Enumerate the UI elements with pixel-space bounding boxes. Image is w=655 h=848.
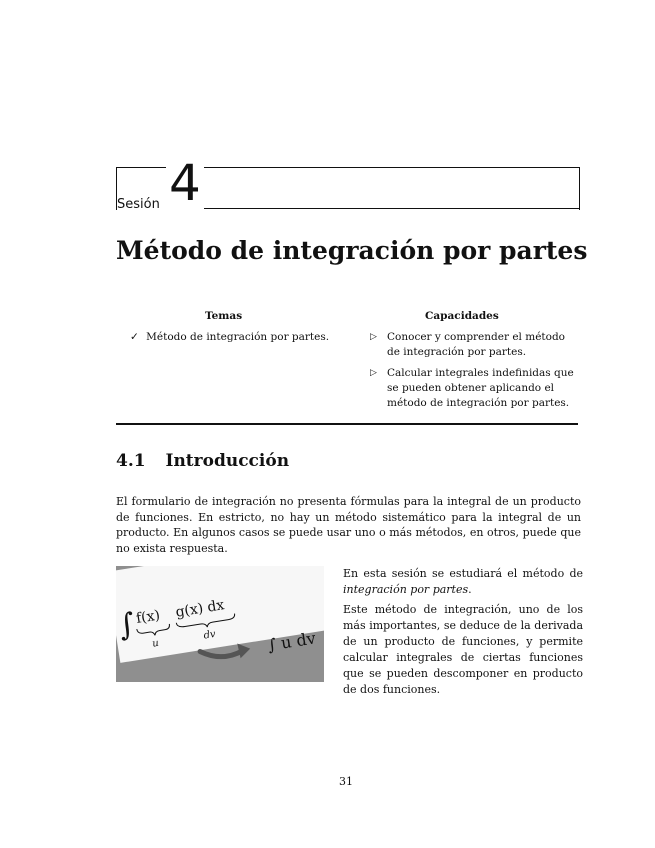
g-of-x-dx-label: g(x) dx xyxy=(174,597,226,621)
method-name-emphasis: integración por partes xyxy=(343,583,469,596)
chapter-title: Método de integración por partes xyxy=(116,236,588,265)
horizontal-rule xyxy=(116,423,578,425)
u-label: u xyxy=(151,637,160,650)
session-description-period: . xyxy=(468,583,472,596)
session-description-paragraph xyxy=(343,566,583,598)
check-icon: ✓ xyxy=(130,331,139,343)
capacities-heading: Capacidades xyxy=(425,310,499,322)
integration-by-parts-figure xyxy=(116,566,324,682)
method-description-paragraph: Este método de integración, uno de los más importantes, se deduce de la derivada de un producto de funciones, y permite calcular integrales de ciertas funciones que se pueden descomponer en producto de dos funciones. xyxy=(343,603,583,696)
capacity-item-text: Calcular integrales indefinidas que se pueden obtener aplicando el método de integración por partes. xyxy=(387,367,574,409)
section-title: Introducción xyxy=(165,451,290,471)
arrow-icon xyxy=(200,645,243,660)
figure-drawing xyxy=(116,566,324,682)
integral-sign: ∫ xyxy=(116,606,138,644)
session-number: 4 xyxy=(166,155,204,211)
session-header-underline xyxy=(200,208,579,209)
arrow-head-icon xyxy=(237,642,251,659)
section-number: 4.1 xyxy=(116,451,146,471)
session-description-text: En esta sesión se estudiará el método de xyxy=(343,567,583,580)
topic-item-text: Método de integración por partes. xyxy=(146,331,330,343)
triangle-bullet-icon: ▷ xyxy=(370,368,377,378)
u-dv-result: ∫ u dv xyxy=(266,628,317,655)
page-number: 31 xyxy=(339,775,353,788)
capacity-item xyxy=(370,330,580,360)
topics-heading: Temas xyxy=(205,310,243,322)
f-of-x-label: f(x) xyxy=(134,607,162,627)
capacity-item-text: Conocer y comprender el método de integración por partes. xyxy=(387,331,565,358)
capacity-item xyxy=(370,366,580,411)
triangle-bullet-icon: ▷ xyxy=(370,332,377,342)
dv-label: dv xyxy=(202,628,217,642)
topic-item xyxy=(130,331,329,343)
session-label: Sesión xyxy=(117,197,160,212)
section-heading xyxy=(116,451,289,471)
intro-paragraph: El formulario de integración no presenta fórmulas para la integral de un producto de funciones. En estricto, no hay un método sistemático para la integral de un producto. En algunos casos se puede usar uno o más métodos, en otros, puede que no exista respuesta. xyxy=(116,495,581,555)
